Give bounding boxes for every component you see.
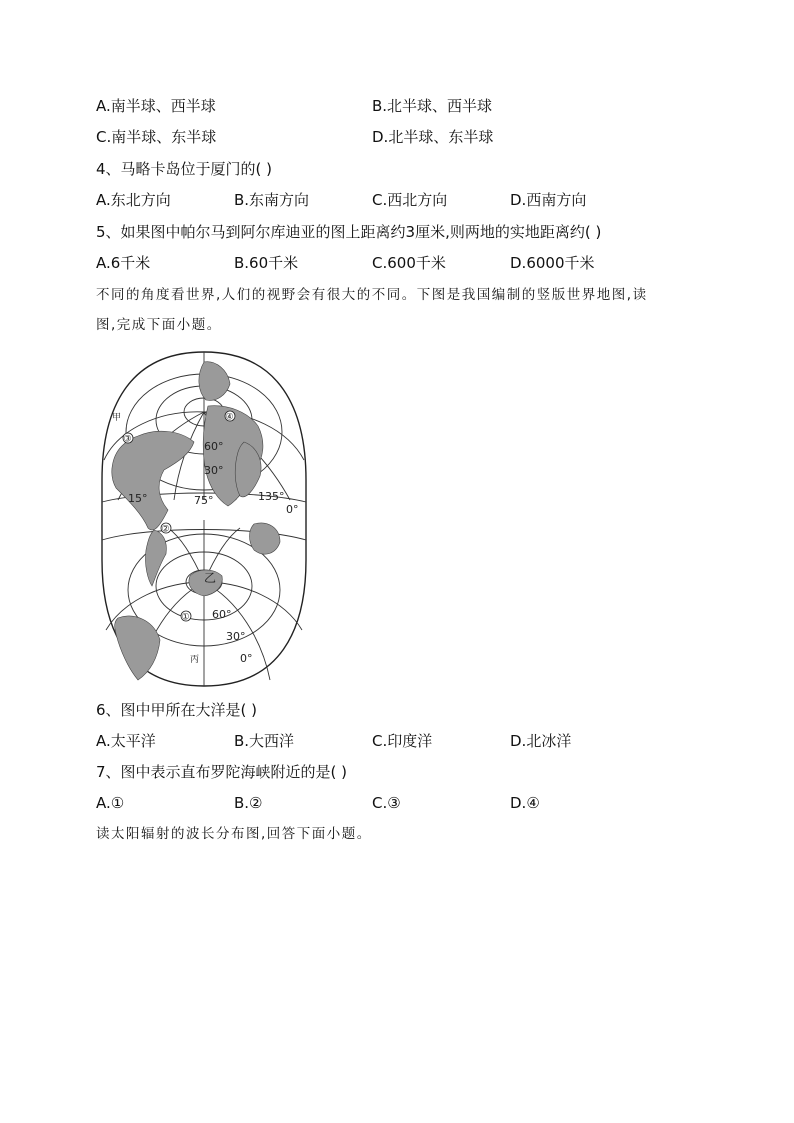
landmass-australia <box>250 523 281 554</box>
landmass-south-lower <box>115 616 160 680</box>
map-label-eq0s: 0° <box>240 652 253 665</box>
q4-option-d: D.西南方向 <box>510 191 587 209</box>
map-label-c1: ① <box>181 612 190 623</box>
map-intro-line1: 不同的角度看世界,人们的视野会有很大的不同。下图是我国编制的竖版世界地图,读 <box>96 287 648 303</box>
q7-option-a: A.① <box>96 794 125 812</box>
q5-option-c: C.600千米 <box>372 254 446 272</box>
q6-option-d: D.北冰洋 <box>510 732 572 750</box>
map-label-yi: 乙 <box>204 571 217 585</box>
map-label-lon135: 135° <box>258 490 285 503</box>
q7-option-b: B.② <box>234 794 263 812</box>
continents <box>112 362 280 680</box>
q5-stem: 5、如果图中帕尔马到阿尔库迪亚的图上距离约3厘米,则两地的实地距离约( ) <box>96 223 602 241</box>
q6-option-b: B.大西洋 <box>234 732 295 750</box>
map-label-lat30n: 30° <box>204 464 224 477</box>
q4-option-c: C.西北方向 <box>372 191 448 209</box>
q5-option-b: B.60千米 <box>234 254 299 272</box>
landmass-south-america <box>145 530 166 586</box>
q5-option-d: D.6000千米 <box>510 254 595 272</box>
map-label-c2: ② <box>161 524 170 535</box>
solar-intro: 读太阳辐射的波长分布图,回答下面小题。 <box>96 826 372 842</box>
q6-option-a: A.太平洋 <box>96 732 156 750</box>
map-label-bing: 丙 <box>190 655 200 665</box>
map-label-lat30s: 30° <box>226 630 246 643</box>
map-label-lon75: 75° <box>194 494 214 507</box>
q4-stem: 4、马略卡岛位于厦门的( ) <box>96 160 273 178</box>
map-label-lat60n: 60° <box>204 440 224 453</box>
q7-option-d: D.④ <box>510 794 540 812</box>
map-label-eq0: 0° <box>286 503 299 516</box>
q6-stem: 6、图中甲所在大洋是( ) <box>96 701 258 719</box>
q3-option-a: A.南半球、西半球 <box>96 97 216 115</box>
map-label-jia: 甲 <box>112 413 122 423</box>
landmass-greenland <box>199 362 230 401</box>
q6-option-c: C.印度洋 <box>372 732 433 750</box>
q3-option-c: C.南半球、东半球 <box>96 128 217 146</box>
landmass-north-america <box>112 431 194 530</box>
q7-option-c: C.③ <box>372 794 401 812</box>
map-label-c4: ④ <box>225 412 234 423</box>
q3-option-d: D.北半球、东半球 <box>372 128 494 146</box>
q7-stem: 7、图中表示直布罗陀海峡附近的是( ) <box>96 763 348 781</box>
q4-option-a: A.东北方向 <box>96 191 171 209</box>
vertical-world-map <box>98 350 310 688</box>
q5-option-a: A.6千米 <box>96 254 151 272</box>
map-label-lon15: 15° <box>128 492 148 505</box>
q3-option-b: B.北半球、西半球 <box>372 97 493 115</box>
q4-option-b: B.东南方向 <box>234 191 310 209</box>
map-label-c3: ③ <box>123 434 132 445</box>
map-label-lat60s: 60° <box>212 608 232 621</box>
map-intro-line2: 图,完成下面小题。 <box>96 317 222 333</box>
